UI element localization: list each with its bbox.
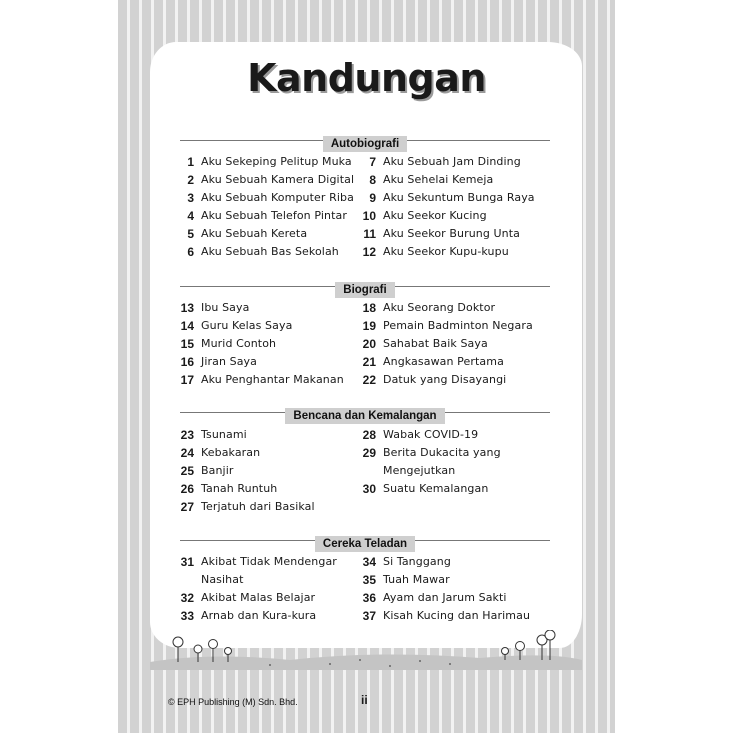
entry-number: 5 [187, 227, 194, 241]
entry-title: Aku Seekor Burung Unta [383, 227, 521, 240]
entry-title: Guru Kelas Saya [201, 319, 293, 332]
entry-title: Aku Sebuah Komputer Riba [201, 191, 354, 204]
entry-number: 11 [363, 227, 376, 241]
section-heading-label: Biografi [335, 282, 394, 298]
entry-number: 3 [187, 191, 194, 205]
entry-title: Aku Sebuah Kereta [201, 227, 308, 240]
entry-number: 28 [362, 428, 376, 442]
entry-number: 17 [180, 373, 194, 387]
entry-title: Arnab dan Kura-kura [201, 609, 317, 622]
entry-number: 19 [362, 319, 376, 333]
entry-title: Akibat Tidak Mendengar [201, 555, 337, 568]
entry-title: Tuah Mawar [383, 573, 450, 586]
entry-number: 27 [180, 500, 194, 514]
entry-number: 37 [362, 609, 376, 623]
entry-number: 32 [180, 591, 194, 605]
entry-title: Tanah Runtuh [201, 482, 278, 495]
entry-number: 13 [180, 301, 194, 315]
entry-number: 29 [362, 446, 376, 460]
entry-title: Aku Seorang Doktor [383, 301, 496, 314]
entry-title: Tsunami [201, 428, 247, 441]
entry-number: 25 [180, 464, 194, 478]
entry-title: Aku Sekuntum Bunga Raya [383, 191, 535, 204]
entry-number: 10 [362, 209, 376, 223]
entry-title: Akibat Malas Belajar [201, 591, 316, 604]
entry-number: 21 [362, 355, 376, 369]
entry-title: Si Tanggang [383, 555, 451, 568]
entry-number: 30 [362, 482, 376, 496]
entry-title: Aku Sebuah Jam Dinding [383, 155, 521, 168]
section-heading-cereka [180, 532, 550, 548]
entry-title: Pemain Badminton Negara [383, 319, 533, 332]
entry-number: 4 [187, 209, 194, 223]
entry-number: 26 [180, 482, 194, 496]
entry-number: 34 [362, 555, 376, 569]
entry-number: 8 [369, 173, 376, 187]
section-heading-biografi [180, 278, 550, 294]
entry-title: Wabak COVID-19 [383, 428, 479, 441]
entry-title: Aku Sebuah Kamera Digital [201, 173, 355, 186]
entry-number: 24 [180, 446, 194, 460]
entry-title: Angkasawan Pertama [383, 355, 504, 368]
entry-number: 36 [362, 591, 376, 605]
page-title: Kandungan [247, 56, 486, 100]
entry-title: Aku Sebuah Bas Sekolah [201, 245, 339, 258]
entry-number: 15 [180, 337, 194, 351]
section-heading-bencana [180, 404, 550, 420]
entry-number: 22 [362, 373, 376, 387]
entry-title: Berita Dukacita yang [383, 446, 501, 459]
entry-title-continued: Mengejutkan [383, 464, 456, 477]
entry-title: Aku Sebuah Telefon Pintar [201, 209, 347, 222]
entry-title: Kisah Kucing dan Harimau [383, 609, 531, 622]
entry-number: 2 [187, 173, 194, 187]
entry-number: 1 [187, 155, 194, 169]
entry-title: Terjatuh dari Basikal [201, 500, 315, 513]
entry-number: 31 [180, 555, 194, 569]
entry-title: Aku Sehelai Kemeja [383, 173, 494, 186]
page-number: ii [361, 693, 368, 707]
entry-number: 23 [180, 428, 194, 442]
section-heading-label: Bencana dan Kemalangan [285, 408, 444, 424]
entry-number: 20 [362, 337, 376, 351]
entry-title: Ayam dan Jarum Sakti [383, 591, 507, 604]
entry-title-continued: Nasihat [201, 573, 244, 586]
entry-title: Jiran Saya [201, 355, 258, 368]
entry-title: Suatu Kemalangan [383, 482, 489, 495]
entry-title: Banjir [201, 464, 234, 477]
entry-number: 12 [362, 245, 376, 259]
section-heading-autobiografi [180, 132, 550, 148]
entry-title: Aku Penghantar Makanan [201, 373, 344, 386]
entry-title: Aku Sekeping Pelitup Muka [201, 155, 352, 168]
entry-number: 7 [369, 155, 376, 169]
section-heading-label: Cereka Teladan [315, 536, 415, 552]
entry-title: Murid Contoh [201, 337, 277, 350]
entry-number: 6 [187, 245, 194, 259]
entry-number: 9 [369, 191, 376, 205]
entry-number: 16 [180, 355, 194, 369]
entry-number: 18 [362, 301, 376, 315]
entry-title: Aku Seekor Kucing [383, 209, 487, 222]
entry-title: Kebakaran [201, 446, 261, 459]
entry-number: 35 [362, 573, 376, 587]
entry-number: 33 [180, 609, 194, 623]
entry-title: Ibu Saya [201, 301, 250, 314]
copyright-notice: © EPH Publishing (M) Sdn. Bhd. [168, 697, 298, 707]
entry-number: 14 [180, 319, 194, 333]
flower-ground-decoration [150, 630, 582, 670]
section-heading-label: Autobiografi [323, 136, 407, 152]
entry-title: Sahabat Baik Saya [383, 337, 488, 350]
entry-title: Datuk yang Disayangi [383, 373, 507, 386]
entry-title: Aku Seekor Kupu-kupu [383, 245, 509, 258]
